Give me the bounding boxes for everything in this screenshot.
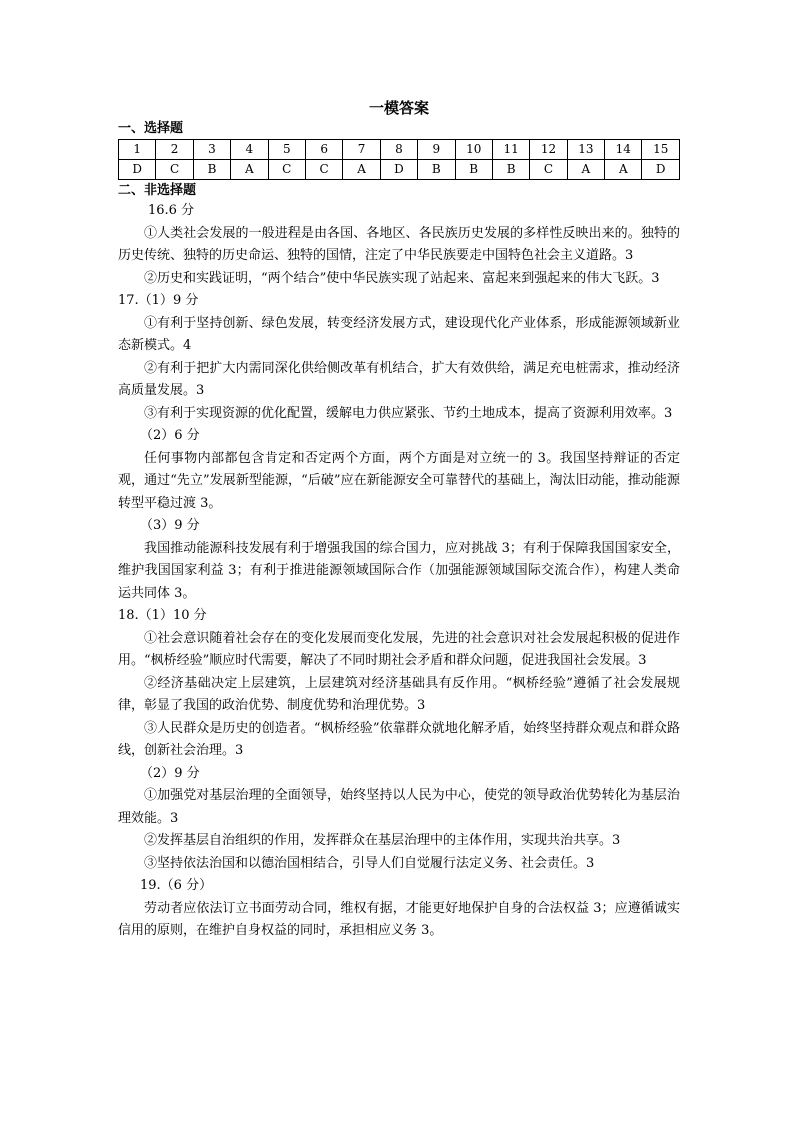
answer-cell: A <box>567 160 604 180</box>
question-number-cell: 4 <box>231 140 268 160</box>
question-number-cell: 3 <box>193 140 230 160</box>
question-number-cell: 1 <box>119 140 156 160</box>
answer-cell: C <box>268 160 305 180</box>
answer-cell: B <box>492 160 529 180</box>
q16-point-1: ①人类社会发展的一般进程是由各国、各地区、各民族历史发展的多样性反映出来的。独特的历史传统、独特的历史命运、独特的国情，注定了中华民族要走中国特色社会主义道路。3 <box>118 225 680 263</box>
question-number-cell: 6 <box>305 140 342 160</box>
q18-point-2: ②经济基础决定上层建筑，上层建筑对经济基础具有反作用。“枫桥经验”遵循了社会发展规律，彰显了我国的政治优势、制度优势和治理优势。3 <box>118 675 680 713</box>
answer-cell: A <box>231 160 268 180</box>
answer-cell: C <box>305 160 342 180</box>
table-row-numbers <box>119 140 680 160</box>
answer-cell: B <box>455 160 492 180</box>
question-number-cell: 7 <box>343 140 380 160</box>
question-number-cell: 9 <box>418 140 455 160</box>
q18-label: 18.（1）10 分 <box>118 608 207 623</box>
question-number-cell: 13 <box>567 140 604 160</box>
answer-cell: C <box>530 160 567 180</box>
page-title: 一模答案 <box>368 99 429 117</box>
q18-sub2-label: （2）9 分 <box>140 765 200 781</box>
q18-sub2-point-1: ①加强党对基层治理的全面领导，始终坚持以人民为中心，使党的领导政治优势转化为基层治理效能。3 <box>118 788 680 826</box>
question-number-cell: 15 <box>642 140 680 160</box>
q18-point-1: ①社会意识随着社会存在的变化发展而变化发展，先进的社会意识对社会发展起积极的促进作用。“枫桥经验”顺应时代需要，解决了不同时期社会矛盾和群众问题，促进我国社会发展。3 <box>118 630 680 668</box>
answer-cell: D <box>119 160 156 180</box>
q16-label: 16.6 分 <box>148 203 195 218</box>
section-heading-nonchoice: 二、非选择题 <box>118 183 197 198</box>
q19-text: 劳动者应依法订立书面劳动合同，维权有据，才能更好地保护自身的合法权益 3；应遵循诚实信用的原则，在维护自身权益的同时，承担相应义务 3。 <box>118 900 680 938</box>
q18-point-3: ③人民群众是历史的创造者。“枫桥经验”依靠群众就地化解矛盾，始终坚持群众观点和群众路线，创新社会治理。3 <box>118 720 680 758</box>
q17-sub2-label: （2）6 分 <box>140 428 200 443</box>
question-number-cell: 12 <box>530 140 567 160</box>
q17-point-2: ②有利于把扩大内需同深化供给侧改革有机结合，扩大有效供给，满足充电桩需求，推动经济高质量发展。3 <box>118 360 680 398</box>
answer-cell: C <box>156 160 193 180</box>
q17-point-3: ③有利于实现资源的优化配置，缓解电力供应紧张、节约土地成本，提高了资源利用效率。3 <box>144 405 673 421</box>
answer-sheet <box>118 98 680 943</box>
answer-cell: D <box>380 160 417 180</box>
question-number-cell: 5 <box>268 140 305 160</box>
q17-point-1: ①有利于坚持创新、绿色发展，转变经济发展方式，建设现代化产业体系，形成能源领域新业态新模式。4 <box>118 315 680 353</box>
section-heading-choice: 一、选择题 <box>118 121 184 136</box>
answer-cell: D <box>642 160 680 180</box>
answer-cell: B <box>418 160 455 180</box>
q19-label: 19.（6 分） <box>140 878 213 893</box>
q18-sub2-point-3: ③坚持依法治国和以德治国相结合，引导人们自觉履行法定义务、社会责任。3 <box>144 855 595 871</box>
answer-cell: A <box>605 160 642 180</box>
table-row-answers <box>119 160 680 180</box>
answer-cell: B <box>193 160 230 180</box>
question-number-cell: 11 <box>492 140 529 160</box>
question-number-cell: 2 <box>156 140 193 160</box>
question-number-cell: 8 <box>380 140 417 160</box>
q17-label: 17.（1）9 分 <box>118 293 199 308</box>
answer-cell: A <box>343 160 380 180</box>
answer-table <box>118 139 680 180</box>
q17-sub3-text: 我国推动能源科技发展有利于增强我国的综合国力，应对挑战 3；有利于保障我国国家安全，维护我国国家利益 3；有利于推进能源领域国际合作（加强能源领域国际交流合作），构建人类命运共同体 3。 <box>118 540 680 601</box>
q16-point-2: ②历史和实践证明，“两个结合”使中华民族实现了站起来、富起来到强起来的伟大飞跃。3 <box>144 270 660 286</box>
q17-sub2-text: 任何事物内部都包含肯定和否定两个方面，两个方面是对立统一的 3。我国坚持辩证的否定观，通过“先立”发展新型能源，“后破”应在新能源安全可靠替代的基础上，淘汰旧动能，推动能源转型平稳过渡 3。 <box>118 450 680 511</box>
q17-sub3-label: （3）9 分 <box>140 518 200 533</box>
question-number-cell: 14 <box>605 140 642 160</box>
q18-sub2-point-2: ②发挥基层自治组织的作用，发挥群众在基层治理中的主体作用，实现共治共享。3 <box>144 833 621 848</box>
question-number-cell: 10 <box>455 140 492 160</box>
